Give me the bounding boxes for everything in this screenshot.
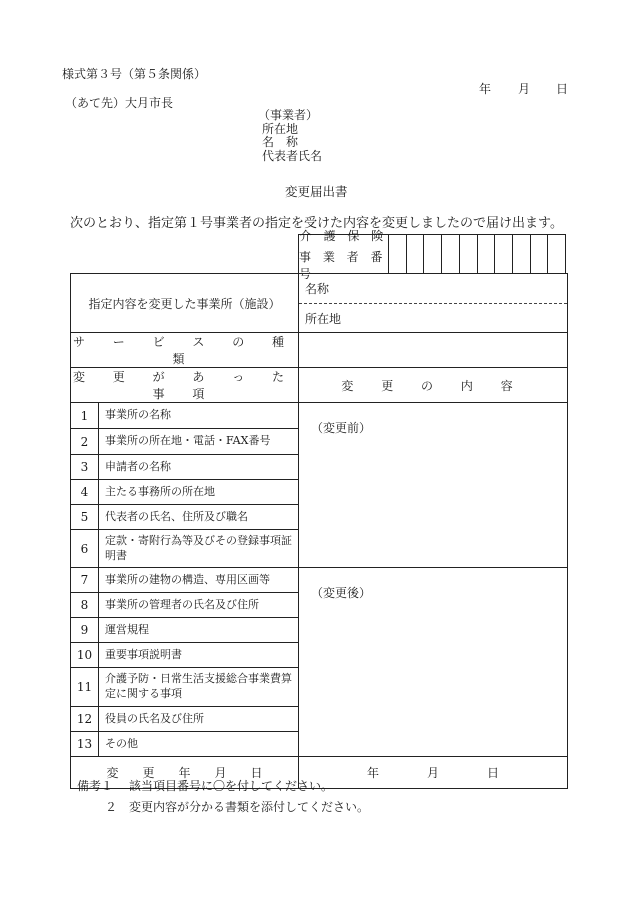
item-number[interactable]: 8	[71, 593, 99, 618]
item-number[interactable]: 2	[71, 429, 99, 455]
insurer-digit-box[interactable]	[442, 235, 460, 273]
note-2: 変更内容が分かる書類を添付してください。	[129, 800, 370, 814]
item-label: 運営規程	[99, 618, 299, 643]
insurer-digit-box[interactable]	[407, 235, 425, 273]
intro-text: 次のとおり、指定第１号事業者の指定を受けた内容を変更しましたので届け出ます。	[70, 216, 563, 231]
insurer-label-line2: 事 業 者 番 号	[299, 249, 387, 281]
insurer-digit-box[interactable]	[460, 235, 478, 273]
after-label: （変更後）	[311, 586, 372, 600]
item-row	[71, 568, 568, 593]
col-changed-items: 変 更 が あ っ た 事 項	[71, 368, 299, 403]
document-title: 変更届出書	[285, 184, 348, 199]
item-label: 介護予防・日常生活支援総合事業費算定に関する事項	[99, 668, 299, 707]
item-number[interactable]: 11	[71, 668, 99, 707]
item-number[interactable]: 7	[71, 568, 99, 593]
facility-address-field[interactable]	[299, 304, 568, 333]
change-date-label: 変 更 年 月 日	[71, 757, 299, 789]
applicant-rep-label: 代表者氏名	[262, 149, 323, 163]
insurer-digit-box[interactable]	[513, 235, 531, 273]
item-number[interactable]: 10	[71, 643, 99, 668]
service-type-label: サ ー ビ ス の 種 類	[71, 333, 299, 368]
item-row	[71, 403, 568, 429]
applicant-address-label: 所在地	[262, 122, 299, 136]
insurer-digit-box[interactable]	[548, 235, 565, 273]
date-year-label: 年	[479, 82, 492, 96]
item-label: 事業所の所在地・電話・FAX番号	[99, 429, 299, 455]
insurer-digit-box[interactable]	[531, 235, 549, 273]
col-change-content: 変 更 の 内 容	[299, 368, 568, 403]
item-number[interactable]: 9	[71, 618, 99, 643]
addressee: （あて先）大月市長	[65, 96, 174, 110]
item-label: 重要事項説明書	[99, 643, 299, 668]
change-date-field[interactable]: 年 月 日	[299, 757, 568, 789]
change-before-field[interactable]	[299, 403, 568, 568]
insurer-digit-box[interactable]	[424, 235, 442, 273]
date-day-label: 日	[556, 82, 569, 96]
item-number[interactable]: 12	[71, 707, 99, 732]
applicant-name-label: 名 称	[262, 135, 299, 149]
item-label: 事業所の名称	[99, 403, 299, 429]
before-label: （変更前）	[311, 421, 372, 435]
item-label: 主たる事務所の所在地	[99, 480, 299, 505]
item-number[interactable]: 3	[71, 455, 99, 480]
item-label: 定款・寄附行為等及びその登録事項証明書	[99, 530, 299, 568]
date-month-label: 月	[518, 82, 531, 96]
item-label: 役員の氏名及び住所	[99, 707, 299, 732]
facility-name-field[interactable]	[299, 274, 568, 304]
item-number[interactable]: 1	[71, 403, 99, 429]
item-number[interactable]: 13	[71, 732, 99, 757]
form-number: 様式第３号（第５条関係）	[62, 67, 207, 81]
insurer-label-line1: 介 護 保 険	[299, 228, 388, 243]
item-number[interactable]: 6	[71, 530, 99, 568]
note-1: 該当項目番号に〇を付してください。	[129, 779, 334, 793]
facility-label: 指定内容を変更した事業所（施設）	[71, 274, 299, 333]
facility-name-label: 名称	[305, 282, 330, 296]
change-form-table	[70, 273, 568, 789]
item-label: 申請者の名称	[99, 455, 299, 480]
change-after-field[interactable]	[299, 568, 568, 757]
insurer-digit-box[interactable]	[389, 235, 407, 273]
insurer-digit-box[interactable]	[478, 235, 496, 273]
service-type-field[interactable]	[299, 333, 568, 368]
notes-heading: 備考１	[77, 779, 114, 793]
item-number[interactable]: 4	[71, 480, 99, 505]
applicant-heading: （事業者）	[258, 108, 319, 122]
note-2-number: ２	[105, 800, 118, 814]
facility-address-label: 所在地	[305, 311, 342, 326]
insurer-digit-box[interactable]	[495, 235, 513, 273]
insurer-number-label	[299, 228, 389, 281]
insurer-number-box	[298, 228, 566, 281]
item-label: 事業所の管理者の氏名及び住所	[99, 593, 299, 618]
item-label: 事業所の建物の構造、専用区画等	[99, 568, 299, 593]
item-number[interactable]: 5	[71, 505, 99, 530]
item-label: その他	[99, 732, 299, 757]
item-label: 代表者の氏名、住所及び職名	[99, 505, 299, 530]
insurer-digit-row[interactable]	[389, 235, 565, 273]
